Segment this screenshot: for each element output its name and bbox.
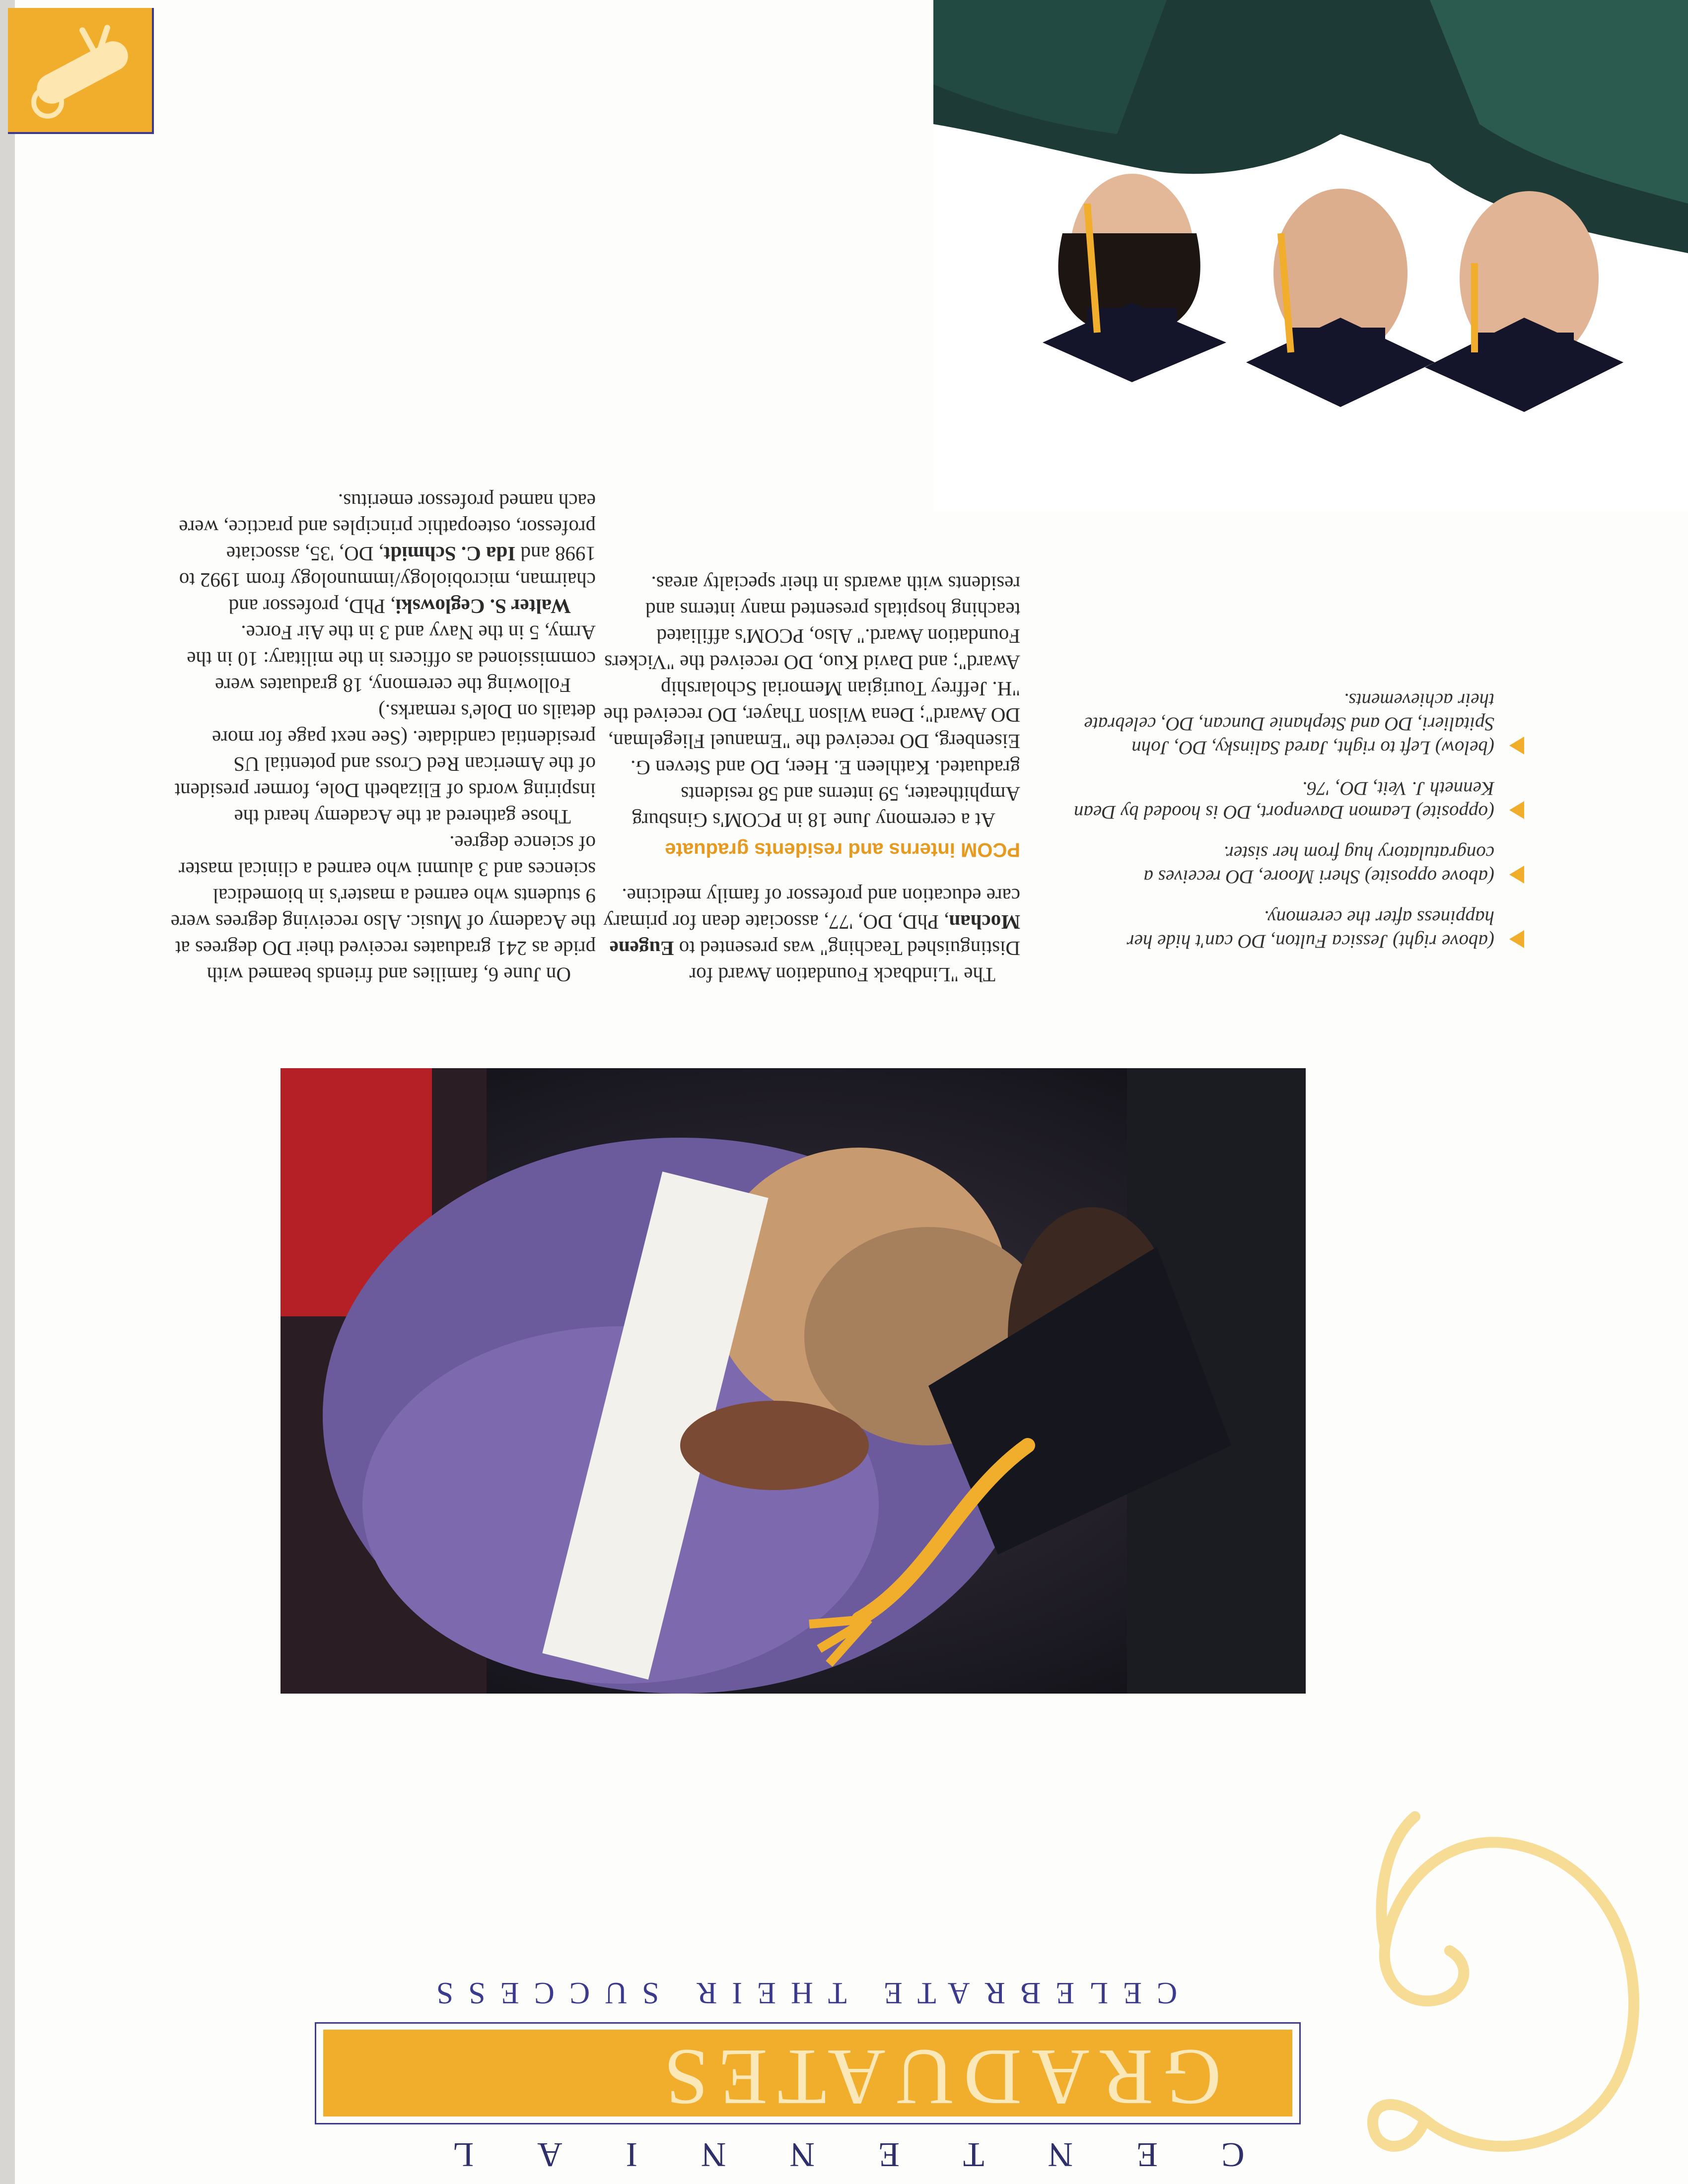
person-name: Eugene Mochan <box>609 911 1020 960</box>
triangle-bullet-icon <box>1509 801 1524 819</box>
caption-item <box>1053 688 1524 759</box>
article-text: , PhD, DO, '77, associate dean for primary care education and professor of family medicine. <box>603 885 1020 934</box>
three-graduates-photo <box>933 0 1688 511</box>
article-text: , PhD, professor and chairman, microbiology/immunology from 1992 to 1998 and <box>179 543 596 618</box>
caption-text: (above right) Jessica Fulton, DO can't hide her happiness after the ceremony. <box>1126 907 1494 952</box>
article-paragraph: Following the ceremony, 18 graduates were commissioned as officers in the military: 10 in the Army, 5 in the Navy and 3 in the Air Force. <box>187 621 596 697</box>
caption-item <box>1053 776 1524 824</box>
article-text: , DO, '35, associate professor, osteopathic principles and practice, were each named professor emeritus. <box>179 490 596 565</box>
article-paragraph: Those gathered at the Academy heard the inspiring words of Elizabeth Dole, former president of the American Red Cross and potential US presidential candidate. (See next page for more details on Dole's remarks.) <box>174 700 596 828</box>
section-subhead: PCOM interns and residents graduate <box>665 839 1020 861</box>
caption-item <box>1053 841 1524 888</box>
caption-text: (below) Left to right, Jared Salinsky, DO, John Spitalieri, DO and Stephanie Duncan, DO, celebrate their achievements. <box>1084 689 1494 758</box>
triangle-bullet-icon <box>1509 930 1524 948</box>
article-paragraph: On June 6, families and friends beamed with pride as 241 graduates received their DO degrees at the Academy of Music. Also receiving degrees were 9 students who earned a master's in biomedical sciences and 3 alumni who earned a clinical master of science degree. <box>170 832 596 986</box>
binding-edge <box>0 0 15 2184</box>
caption-text: (opposite) Leamon Davenport, DO is hooded by Dean Kenneth J. Veit, DO, '76. <box>1073 778 1494 823</box>
article-column-awards <box>596 570 1020 988</box>
photo-captions <box>1053 671 1524 953</box>
header-kicker: CENTENNIAL <box>389 2135 1245 2174</box>
article-column-main <box>166 488 596 988</box>
triangle-bullet-icon <box>1509 866 1524 884</box>
page-subtitle: CELEBRATE THEIR SUCCESS <box>421 1976 1178 2010</box>
page-title: GRADUATES <box>653 2033 1221 2121</box>
graduate-hug-photo <box>281 1068 1306 1694</box>
corner-logo <box>8 8 154 134</box>
article-paragraph: At a ceremony June 18 in PCOM's Ginsburg Amphitheater, 59 interns and 58 residents graduated. Kathleen E. Heer, DO and Steven G. Eisenberg, DO received the "Emanuel Fliegelman, DO Award"; Dena Wilson Thayer, DO received the "H. Jeffrey Tourigian Memorial Scholarship Award"; and David Kuo, DO received the "Vickers Foundation Award." Also, PCOM's affiliated teaching hospitals presented many interns and residents with awards in their specialty areas. <box>603 572 1020 832</box>
person-name: Walter S. Ceglowski <box>395 595 571 618</box>
triangle-bullet-icon <box>1509 737 1524 754</box>
article-text: The "Lindback Foundation Award for Distinguished Teaching" was presented to <box>674 937 1020 986</box>
article-paragraph <box>596 883 1020 988</box>
article-paragraph <box>166 488 596 619</box>
caption-text: (above opposite) Sheri Moore, DO receives a congratulatory hug from her sister. <box>1143 842 1494 887</box>
person-name: Ida C. Schmidt <box>383 543 516 565</box>
caption-item <box>1053 905 1524 953</box>
script-g-ornament <box>1286 1802 1683 2179</box>
diploma-scroll-icon <box>8 8 152 132</box>
